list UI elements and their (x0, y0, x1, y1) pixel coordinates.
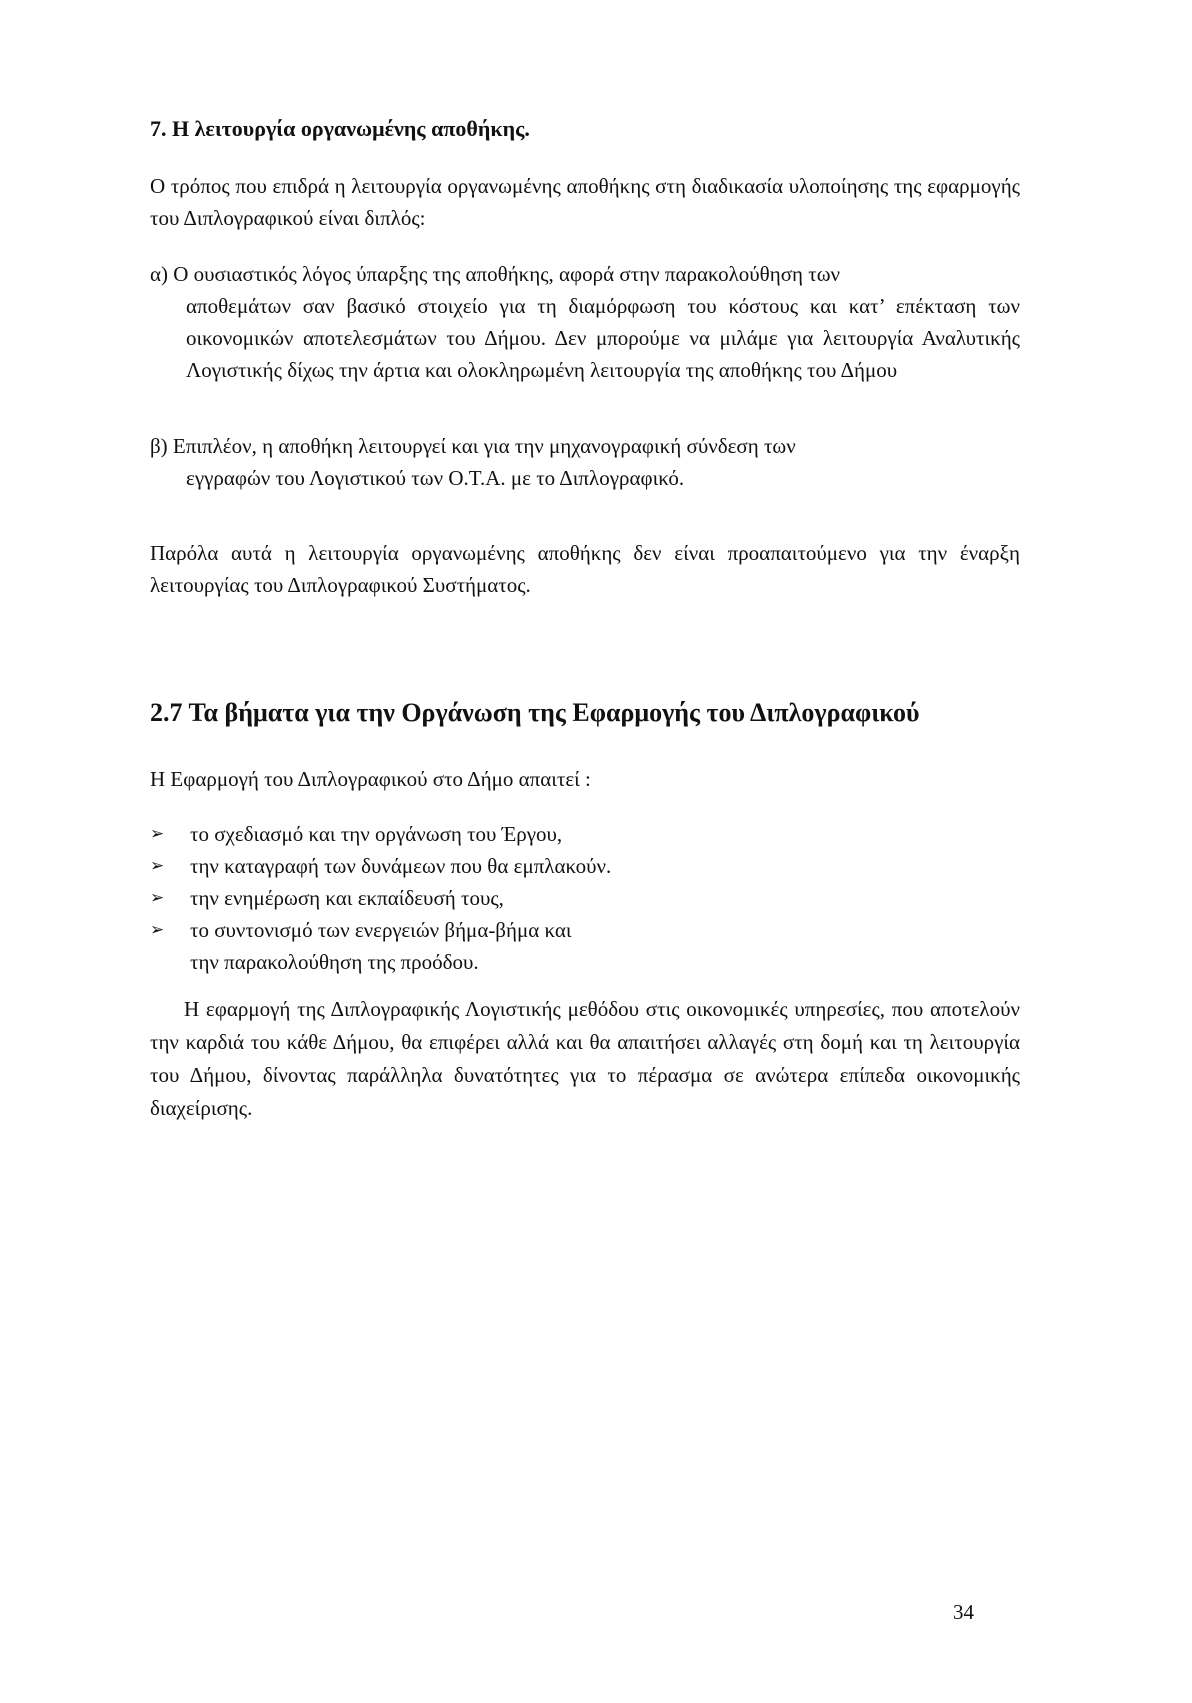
arrow-bullet-icon: ➢ (150, 856, 165, 876)
item-a-continuation: αποθεμάτων σαν βασικό στοιχείο για τη διαμόρφωση του κόστους και κατ’ επέκταση των οικονομικών αποτελεσμάτων του Δήμου. Δεν μπορούμε να μιλάμε για λειτουργία Αναλυτικής Λογιστικής δίχως την άρτια και ολοκληρωμένη λειτουργία της αποθήκης του Δήμου (186, 294, 1020, 382)
list-item (150, 946, 1010, 978)
intro-paragraph: Ο τρόπος που επιδρά η λειτουργία οργανωμένης αποθήκης στη διαδικασία υλοποίησης της εφαρμογής του Διπλογραφικού είναι διπλός: (150, 174, 1020, 230)
closing-paragraph: Η εφαρμογή της Διπλογραφικής Λογιστικής μεθόδου στις οικονομικές υπηρεσίες, που αποτελούν την καρδιά του κάθε Δήμου, θα επιφέρει αλλά και θα απαιτήσει αλλαγές στη δομή και τη λειτουργία του Δήμου, δίνοντας παράλληλα δυνατότητες για το πέρασμα σε ανώτερα επίπεδα οικονομικής διαχείρισης. (150, 997, 1020, 1120)
list-item (150, 914, 1010, 946)
list-item (150, 818, 1010, 850)
subsection-title: 2.7 Τα βήματα για την Οργάνωση της Εφαρμογής του Διπλογραφικού (150, 698, 920, 727)
list-item-text: το συντονισμό των ενεργειών βήμα-βήμα και (190, 918, 572, 942)
item-b-first-line: β) Επιπλέον, η αποθήκη λειτουργεί και για την μηχανογραφική σύνδεση των (150, 434, 796, 458)
arrow-bullet-icon: ➢ (150, 920, 165, 940)
list-item-text: την παρακολούθηση της προόδου. (190, 950, 479, 974)
item-b-continuation: εγγραφών του Λογιστικού των Ο.Τ.Α. με το Διπλογραφικό. (186, 466, 685, 490)
steps-list (150, 818, 1010, 978)
item-a-first-line: α) Ο ουσιαστικός λόγος ύπαρξης της αποθήκης, αφορά στην παρακολούθηση των (150, 262, 841, 286)
arrow-bullet-icon: ➢ (150, 888, 165, 908)
list-item-text: την ενημέρωση και εκπαίδευσή τους, (190, 886, 504, 910)
requires-paragraph: Η Εφαρμογή του Διπλογραφικού στο Δήμο απαιτεί : (150, 767, 591, 791)
list-item (150, 850, 1010, 882)
list-item-text: την καταγραφή των δυνάμεων που θα εμπλακούν. (190, 854, 612, 878)
however-paragraph: Παρόλα αυτά η λειτουργία οργανωμένης αποθήκης δεν είναι προαπαιτούμενο για την έναρξη λειτουργίας του Διπλογραφικού Συστήματος. (150, 541, 1020, 597)
arrow-bullet-icon: ➢ (150, 824, 165, 844)
page-number: 34 (953, 1600, 974, 1624)
list-item (150, 882, 1010, 914)
section-heading: 7. Η λειτουργία οργανωμένης αποθήκης. (150, 116, 530, 141)
item-a-paragraph (150, 258, 1020, 386)
list-item-text: το σχεδιασμό και την οργάνωση του Έργου, (190, 822, 563, 846)
item-b-paragraph (150, 430, 1020, 494)
